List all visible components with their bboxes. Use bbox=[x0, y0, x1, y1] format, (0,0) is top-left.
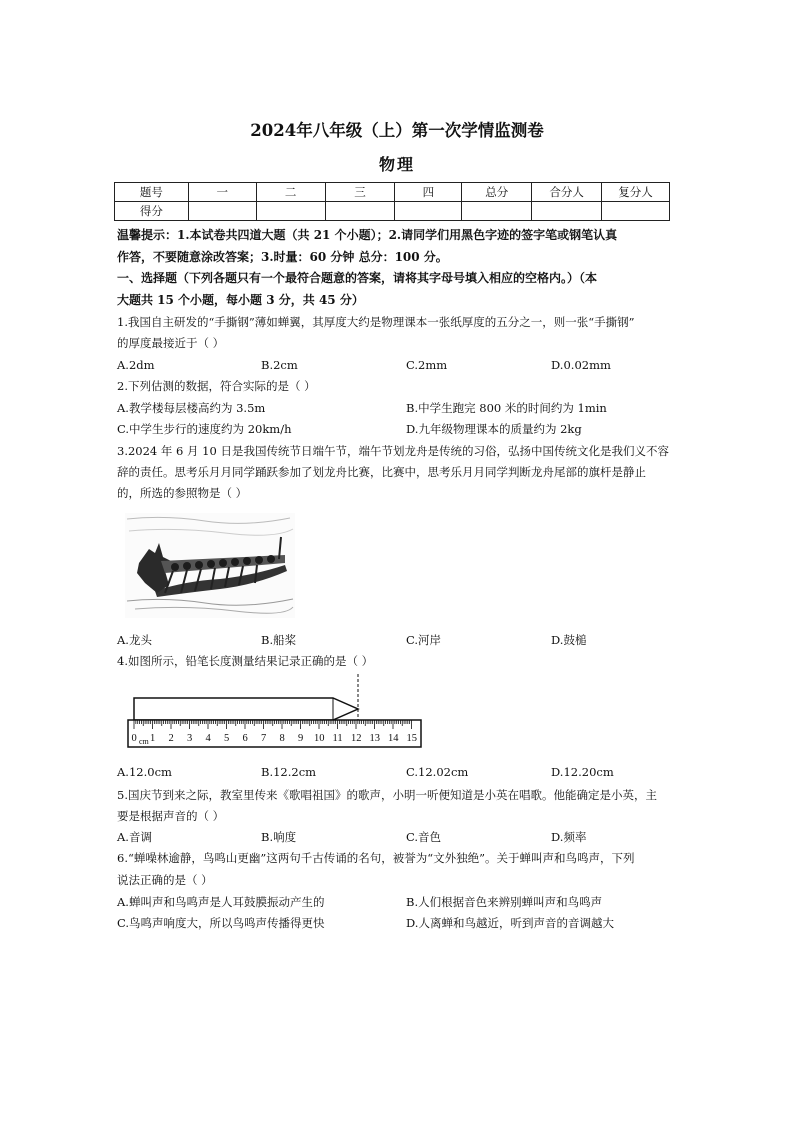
ruler-label: 15 bbox=[406, 733, 417, 744]
score-cell: 四 bbox=[395, 183, 462, 202]
question-text: 4.如图所示，铅笔长度测量结果记录正确的是（ ） bbox=[117, 654, 374, 668]
ruler-label: 11 bbox=[332, 733, 343, 744]
option-c: C.中学生步行的速度约为 20km/h bbox=[117, 422, 292, 436]
option-d: D.频率 bbox=[551, 830, 587, 844]
ruler-label: 9 bbox=[298, 733, 304, 744]
score-cell: 复分人 bbox=[602, 183, 670, 202]
ruler-label: 12 bbox=[351, 733, 362, 744]
option-b: B.船桨 bbox=[261, 633, 297, 647]
score-table-score-row bbox=[115, 202, 670, 221]
question-text: 6.“蝉噪林逾静，鸟鸣山更幽”这两句千古传诵的名句，被誉为“文外独绝”。关于蝉叫声和鸟鸣声，下列 bbox=[117, 851, 635, 865]
option-b: B.人们根据音色来辨别蝉叫声和鸟鸣声 bbox=[406, 895, 603, 909]
ruler-label: 1 bbox=[150, 733, 156, 744]
score-cell: 一 bbox=[188, 183, 256, 202]
score-cell: 题号 bbox=[115, 183, 189, 202]
notice-line: 温馨提示：1.本试卷共四道大题（共 21 个小题）；2.请同学们用黑色字迹的签字笔或钢笔认真 bbox=[117, 228, 618, 242]
question-text: 说法正确的是（ ） bbox=[117, 873, 213, 887]
question-text: 2.下列估测的数据，符合实际的是（ ） bbox=[117, 379, 316, 393]
score-input-cell[interactable] bbox=[188, 202, 256, 221]
option-c: C.音色 bbox=[406, 830, 442, 844]
question-text: 辞的责任。思考乐月月同学踊跃参加了划龙舟比赛，比赛中，思考乐月月同学判断龙舟尾部的旗杆是静止 bbox=[117, 465, 646, 479]
score-input-cell[interactable] bbox=[256, 202, 325, 221]
section-heading: 一、选择题（下列各题只有一个最符合题意的答案，请将其字母号填入相应的空格内。）（本 bbox=[117, 271, 598, 285]
option-b: B.12.2cm bbox=[261, 765, 317, 779]
option-b: B.响度 bbox=[261, 830, 297, 844]
score-input-cell[interactable] bbox=[532, 202, 602, 221]
option-c: C.2mm bbox=[406, 358, 448, 372]
score-cell: 二 bbox=[256, 183, 325, 202]
option-c: C.12.02cm bbox=[406, 765, 469, 779]
question-text: 1.我国自主研发的“手撕钢”薄如蝉翼，其厚度大约是物理课本一张纸厚度的五分之一，则一张“手撕钢” bbox=[117, 315, 635, 329]
ruler-unit: cm bbox=[139, 737, 149, 746]
ruler-label: 13 bbox=[369, 733, 380, 744]
ruler-label: 5 bbox=[224, 733, 230, 744]
option-d: D.鼓槌 bbox=[551, 633, 587, 647]
option-d: D.人离蝉和鸟越近，听到声音的音调越大 bbox=[406, 916, 614, 930]
question-text: 的厚度最接近于（ ） bbox=[117, 336, 225, 350]
ruler-label: 6 bbox=[242, 733, 248, 744]
option-a: A.蝉叫声和鸟鸣声是人耳鼓膜振动产生的 bbox=[117, 895, 325, 909]
option-a: A.教学楼每层楼高约为 3.5m bbox=[117, 401, 266, 415]
option-d: D.九年级物理课本的质量约为 2kg bbox=[406, 422, 582, 436]
score-table bbox=[114, 182, 670, 221]
ruler-label: 8 bbox=[279, 733, 285, 744]
question-text: 3.2024 年 6 月 10 日是我国传统节日端午节，端午节划龙舟是传统的习俗，弘扬中国传统文化是我们义不容 bbox=[117, 444, 669, 458]
option-d: D.12.20cm bbox=[551, 765, 614, 779]
exam-title: 2024年八年级（上）第一次学情监测卷 bbox=[250, 121, 544, 140]
score-input-cell[interactable] bbox=[462, 202, 532, 221]
score-cell: 三 bbox=[325, 183, 395, 202]
option-b: B.2cm bbox=[261, 358, 298, 372]
ruler-label: 7 bbox=[261, 733, 267, 744]
question-text: 要是根据声音的（ ） bbox=[117, 809, 225, 823]
question-text: 5.国庆节到来之际，教室里传来《歌唱祖国》的歌声，小明一听便知道是小英在唱歌。他能确定是小英，主 bbox=[117, 788, 657, 802]
subject-title: 物理 bbox=[378, 155, 415, 174]
ruler-label: 10 bbox=[314, 733, 325, 744]
pencil-ruler-figure bbox=[126, 672, 426, 752]
ruler-label: 4 bbox=[205, 733, 211, 744]
section-heading: 大题共 15 个小题，每小题 3 分，共 45 分） bbox=[117, 293, 364, 307]
score-input-cell[interactable] bbox=[395, 202, 462, 221]
score-cell: 总分 bbox=[462, 183, 532, 202]
score-input-cell[interactable] bbox=[602, 202, 670, 221]
option-c: C.河岸 bbox=[406, 633, 442, 647]
ruler-label: 14 bbox=[388, 733, 399, 744]
option-a: A.龙头 bbox=[117, 633, 152, 647]
dragon-boat-image bbox=[125, 513, 295, 618]
option-d: D.0.02mm bbox=[551, 358, 611, 372]
option-b: B.中学生跑完 800 米的时间约为 1min bbox=[406, 401, 607, 415]
notice-line: 作答，不要随意涂改答案；3.时量：60 分钟 总分：100 分。 bbox=[117, 250, 448, 264]
option-a: A.2dm bbox=[117, 358, 155, 372]
option-a: A.音调 bbox=[117, 830, 152, 844]
ruler-label: 2 bbox=[168, 733, 174, 744]
option-c: C.鸟鸣声响度大，所以鸟鸣声传播得更快 bbox=[117, 916, 325, 930]
score-cell: 合分人 bbox=[532, 183, 602, 202]
ruler-label: 0 bbox=[131, 733, 137, 744]
ruler-label: 3 bbox=[187, 733, 193, 744]
score-input-cell[interactable] bbox=[325, 202, 395, 221]
score-table-header-row bbox=[115, 183, 670, 202]
score-row-label: 得分 bbox=[115, 202, 189, 221]
question-text: 的，所选的参照物是（ ） bbox=[117, 486, 248, 500]
option-a: A.12.0cm bbox=[117, 765, 172, 779]
